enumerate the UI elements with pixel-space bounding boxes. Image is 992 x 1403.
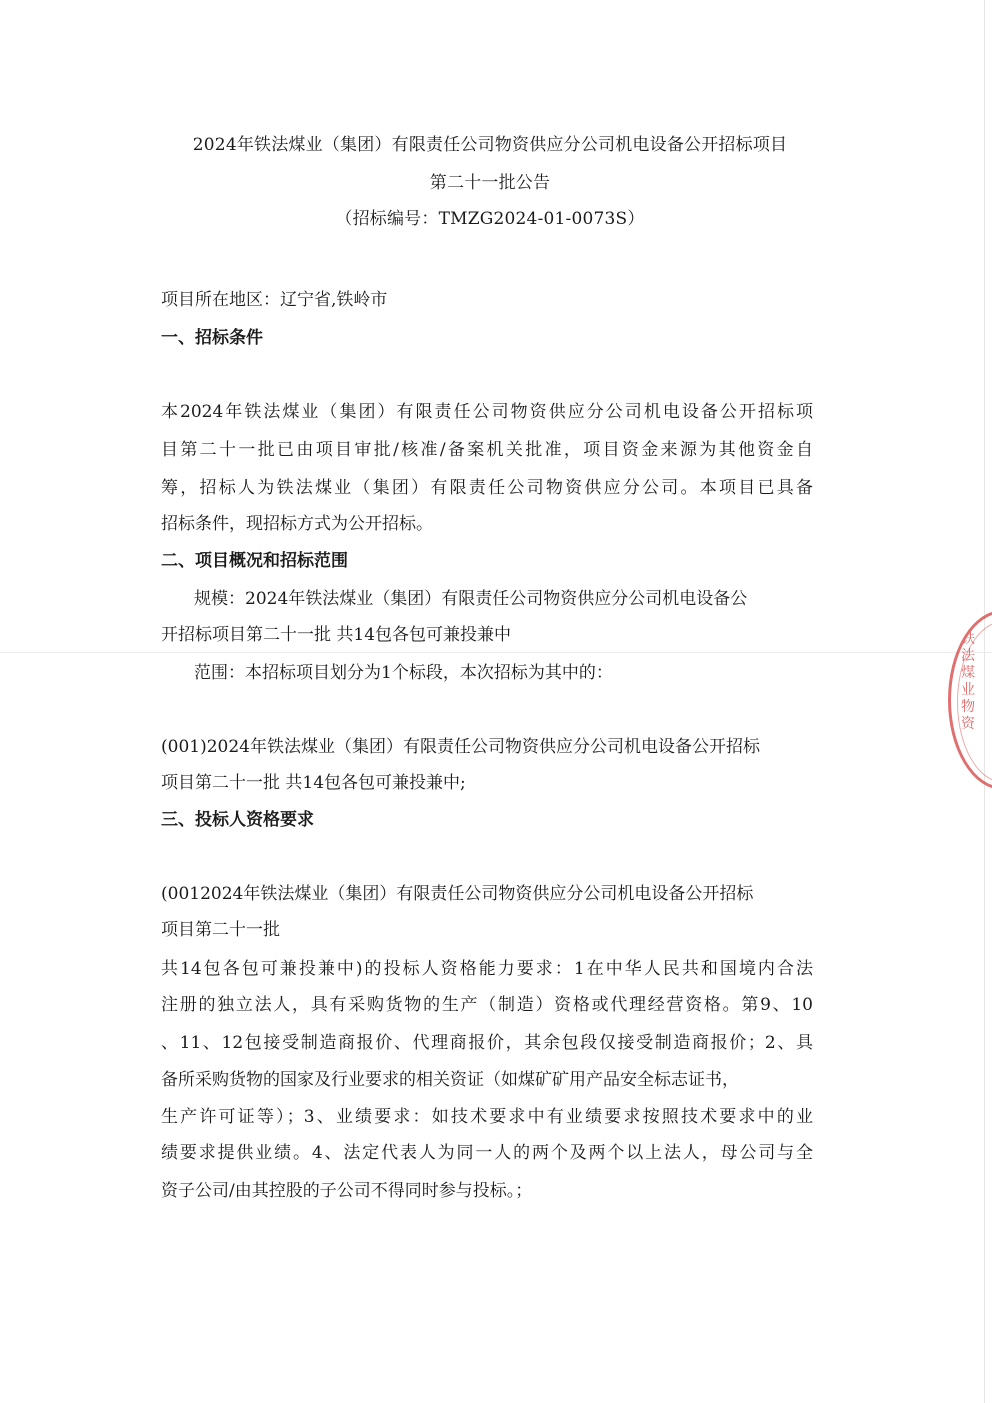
title-line-1: 2024年铁法煤业（集团）有限责任公司物资供应分公司机电设备公开招标项目 (192, 135, 788, 155)
section-2-heading: 二、项目概况和招标范围 (161, 551, 348, 571)
lot-line-2: 项目第二十一批 共14包各包可兼投兼中; (161, 773, 466, 793)
section-1-paragraph-line: 目第二十一批已由项目审批/核准/备案机关批准，项目资金来源为其他资金自 (161, 440, 813, 460)
scale-line-2: 开招标项目第二十一批 共14包各包可兼投兼中 (161, 625, 512, 645)
qualification-line: (0012024年铁法煤业（集团）有限责任公司物资供应分公司机电设备公开招标 (161, 884, 754, 904)
tender-number: （招标编号：TMZG2024-01-0073S） (335, 209, 645, 229)
section-1-paragraph-line: 本2024年铁法煤业（集团）有限责任公司物资供应分公司机电设备公开招标项 (161, 402, 813, 422)
qualification-line: 备所采购货物的国家及行业要求的相关资证（如煤矿矿用产品安全标志证书， (161, 1070, 739, 1090)
lot-line-1: (001)2024年铁法煤业（集团）有限责任公司物资供应分公司机电设备公开招标 (161, 737, 760, 757)
qualification-line: 项目第二十一批 (161, 920, 280, 940)
qualification-line: 资子公司/由其控股的子公司不得同时参与投标。； (161, 1181, 533, 1201)
section-1-paragraph-line: 招标条件，现招标方式为公开招标。 (161, 514, 433, 534)
section-1-paragraph-line: 筹，招标人为铁法煤业（集团）有限责任公司物资供应分公司。本项目已具备 (161, 478, 813, 498)
qualification-line: 生产许可证等）；3、业绩要求：如技术要求中有业绩要求按照技术要求中的业 (161, 1107, 813, 1127)
scope-line: 范围：本招标项目划分为1个标段，本次招标为其中的： (194, 663, 613, 683)
section-1-heading: 一、招标条件 (161, 328, 263, 348)
qualification-line: 、11、12包接受制造商报价、代理商报价，其余包段仅接受制造商报价；2、具 (161, 1033, 813, 1053)
seal-text: 铁法煤业物资 (961, 631, 975, 732)
project-location: 项目所在地区：辽宁省,铁岭市 (161, 290, 388, 310)
company-seal-stamp (948, 610, 992, 790)
section-3-heading: 三、投标人资格要求 (161, 810, 314, 830)
scan-fold-line (0, 652, 992, 653)
qualification-line: 注册的独立法人，具有采购货物的生产（制造）资格或代理经营资格。第9、10 (161, 995, 813, 1015)
qualification-line: 绩要求提供业绩。4、法定代表人为同一人的两个及两个以上法人，母公司与全 (161, 1143, 813, 1163)
qualification-line: 共14包各包可兼投兼中)的投标人资格能力要求：1在中华人民共和国境内合法 (161, 959, 813, 979)
title-line-2: 第二十一批公告 (429, 173, 551, 193)
scale-line-1: 规模：2024年铁法煤业（集团）有限责任公司物资供应分公司机电设备公 (194, 589, 748, 609)
